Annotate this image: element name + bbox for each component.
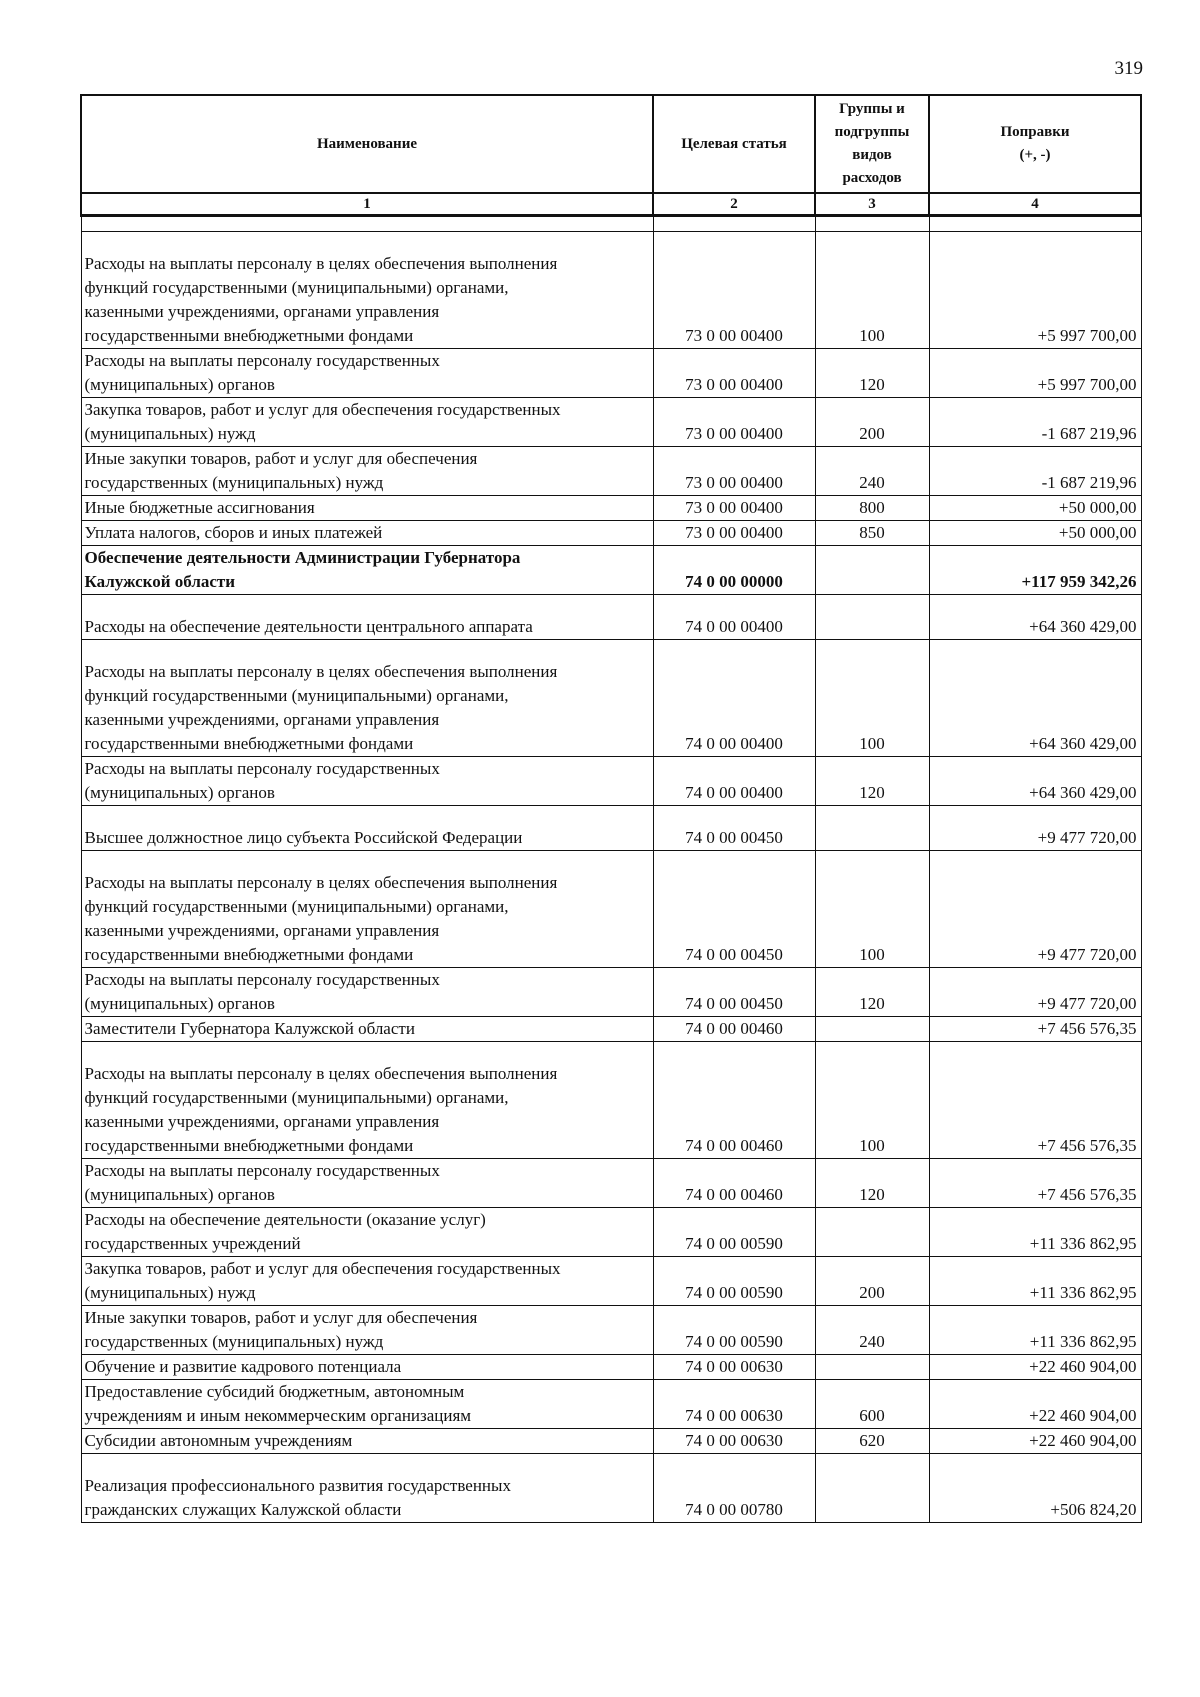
row-expense-group: 100 [815,1042,929,1159]
row-name-line: (муниципальных) органов [84,375,275,394]
header-target-article-label: Целевая статья [681,135,787,152]
column-index: 2 [653,193,815,216]
row-name [81,232,653,349]
row-name-line: Иные закупки товаров, работ и услуг для обеспечения [84,1308,478,1327]
row-name-line: гражданских служащих Калужской области [84,1500,402,1519]
row-name-line: государственными внебюджетными фондами [84,326,414,345]
row-target-article: 73 0 00 00400 [653,232,815,349]
table-row [81,1017,1141,1042]
row-name-line: государственных (муниципальных) нужд [84,1332,384,1351]
row-expense-group: 120 [815,349,929,398]
row-name-line: Заместители Губернатора Калужской области [84,1019,415,1038]
table-row [81,595,1141,640]
row-name-line: казенными учреждениями, органами управления [84,710,440,729]
row-name-line: Расходы на выплаты персоналу в целях обеспечения выполнения [84,873,558,892]
header-groups-line: подгруппы [834,124,910,140]
row-name-line: Расходы на обеспечение деятельности центрального аппарата [84,617,533,636]
row-name-line: Обучение и развитие кадрового потенциала [84,1357,402,1376]
table-row [81,398,1141,447]
row-amendment-amount: +64 360 429,00 [929,595,1141,640]
table-row [81,447,1141,496]
column-index: 3 [815,193,929,216]
row-name-line: функций государственными (муниципальными) органами, [84,1088,509,1107]
table-row [81,806,1141,851]
row-target-article: 74 0 00 00590 [653,1257,815,1306]
row-name [81,1429,653,1454]
row-amendment-amount: +11 336 862,95 [929,1257,1141,1306]
header-target-article [653,95,815,193]
row-name [81,349,653,398]
row-name-line: казенными учреждениями, органами управления [84,302,440,321]
table-row [81,349,1141,398]
row-target-article: 74 0 00 00630 [653,1355,815,1380]
row-name-line: Расходы на выплаты персоналу государственных [84,759,440,778]
row-name-line: функций государственными (муниципальными) органами, [84,897,509,916]
row-amendment-amount: +22 460 904,00 [929,1429,1141,1454]
row-expense-group: 240 [815,1306,929,1355]
row-name-line: Расходы на выплаты персоналу в целях обеспечения выполнения [84,1064,558,1083]
row-name-line: Калужской области [84,572,236,591]
row-name-line: (муниципальных) органов [84,994,275,1013]
row-target-article: 74 0 00 00460 [653,1017,815,1042]
row-expense-group [815,1017,929,1042]
row-amendment-amount: +7 456 576,35 [929,1042,1141,1159]
row-target-article: 73 0 00 00400 [653,496,815,521]
row-target-article: 74 0 00 00450 [653,851,815,968]
header-amendments [929,95,1141,193]
table-row [81,521,1141,546]
row-name-line: Расходы на обеспечение деятельности (оказание услуг) [84,1210,486,1229]
row-target-article: 74 0 00 00590 [653,1208,815,1257]
row-expense-group: 120 [815,757,929,806]
row-target-article: 74 0 00 00450 [653,968,815,1017]
row-name [81,1306,653,1355]
row-amendment-amount: -1 687 219,96 [929,447,1141,496]
row-amendment-amount: -1 687 219,96 [929,398,1141,447]
table-row [81,232,1141,349]
row-name-line: Закупка товаров, работ и услуг для обеспечения государственных [84,400,561,419]
row-name-line: (муниципальных) органов [84,783,275,802]
header-groups-line: Группы и [839,101,905,117]
row-name-line: Высшее должностное лицо субъекта Российской Федерации [84,828,523,847]
row-amendment-amount: +9 477 720,00 [929,806,1141,851]
row-name-line: Иные закупки товаров, работ и услуг для обеспечения [84,449,478,468]
table-row [81,1306,1141,1355]
row-name-line: (муниципальных) нужд [84,424,256,443]
row-expense-group: 200 [815,1257,929,1306]
header-amendments-line: (+, -) [1019,147,1051,163]
row-name-line: государственных учреждений [84,1234,301,1253]
row-target-article: 74 0 00 00590 [653,1306,815,1355]
row-name-line: (муниципальных) органов [84,1185,275,1204]
row-amendment-amount: +5 997 700,00 [929,232,1141,349]
row-amendment-amount: +50 000,00 [929,496,1141,521]
row-name [81,1355,653,1380]
row-name [81,521,653,546]
row-name-line: функций государственными (муниципальными) органами, [84,278,509,297]
column-index-row [81,193,1141,216]
row-expense-group: 620 [815,1429,929,1454]
table-row [81,1208,1141,1257]
row-name-line: Расходы на выплаты персоналу государственных [84,351,440,370]
row-name-line: Реализация профессионального развития государственных [84,1476,511,1495]
row-target-article: 74 0 00 00400 [653,757,815,806]
row-expense-group: 800 [815,496,929,521]
row-amendment-amount: +64 360 429,00 [929,757,1141,806]
row-name-line: учреждениям и иным некоммерческим организациям [84,1406,472,1425]
row-amendment-amount: +7 456 576,35 [929,1159,1141,1208]
row-name [81,806,653,851]
row-name-line: Субсидии автономным учреждениям [84,1431,353,1450]
row-expense-group [815,806,929,851]
gap-cell [81,216,653,232]
table-row [81,1159,1141,1208]
gap-row [81,216,1141,232]
row-expense-group [815,595,929,640]
row-name-line: Расходы на выплаты персоналу в целях обеспечения выполнения [84,662,558,681]
row-name [81,546,653,595]
row-name-line: Расходы на выплаты персоналу в целях обеспечения выполнения [84,254,558,273]
row-name-line: Закупка товаров, работ и услуг для обеспечения государственных [84,1259,561,1278]
row-target-article: 74 0 00 00630 [653,1429,815,1454]
row-name-line: казенными учреждениями, органами управления [84,1112,440,1131]
row-name-line: Иные бюджетные ассигнования [84,498,315,517]
row-name-line: Обеспечение деятельности Администрации Губернатора [84,548,521,567]
header-name-label: Наименование [317,135,417,152]
column-index: 1 [81,193,653,216]
header-groups-line: расходов [842,170,902,186]
row-amendment-amount: +5 997 700,00 [929,349,1141,398]
row-amendment-amount: +9 477 720,00 [929,968,1141,1017]
row-expense-group: 100 [815,851,929,968]
row-expense-group: 600 [815,1380,929,1429]
row-name-line: Предоставление субсидий бюджетным, автономным [84,1382,465,1401]
table-row [81,1257,1141,1306]
header-row [81,95,1141,193]
table-row [81,968,1141,1017]
row-expense-group: 100 [815,232,929,349]
table-row [81,546,1141,595]
row-target-article: 74 0 00 00460 [653,1159,815,1208]
row-name-line: функций государственными (муниципальными) органами, [84,686,509,705]
row-expense-group [815,1355,929,1380]
row-expense-group [815,1208,929,1257]
header-groups [815,95,929,193]
row-target-article: 73 0 00 00400 [653,398,815,447]
row-expense-group: 120 [815,968,929,1017]
row-expense-group: 100 [815,640,929,757]
table-row [81,1429,1141,1454]
row-target-article: 74 0 00 00630 [653,1380,815,1429]
table-row [81,1454,1141,1523]
row-name [81,640,653,757]
table-row [81,1355,1141,1380]
row-amendment-amount: +506 824,20 [929,1454,1141,1523]
row-amendment-amount: +50 000,00 [929,521,1141,546]
row-name [81,1454,653,1523]
row-name-line: (муниципальных) нужд [84,1283,256,1302]
row-expense-group: 200 [815,398,929,447]
row-name-line: Уплата налогов, сборов и иных платежей [84,523,383,542]
row-name-line: казенными учреждениями, органами управления [84,921,440,940]
row-target-article: 74 0 00 00000 [653,546,815,595]
column-index: 4 [929,193,1141,216]
row-name-line: Расходы на выплаты персоналу государственных [84,1161,440,1180]
row-name-line: государственными внебюджетными фондами [84,1136,414,1155]
row-expense-group [815,546,929,595]
gap-cell [929,216,1141,232]
row-name-line: Расходы на выплаты персоналу государственных [84,970,440,989]
row-amendment-amount: +117 959 342,26 [929,546,1141,595]
row-target-article: 74 0 00 00450 [653,806,815,851]
row-name [81,851,653,968]
table-row [81,1380,1141,1429]
header-groups-line: видов [852,147,892,163]
row-expense-group: 240 [815,447,929,496]
row-name [81,496,653,521]
row-amendment-amount: +64 360 429,00 [929,640,1141,757]
row-amendment-amount: +11 336 862,95 [929,1208,1141,1257]
row-name [81,1017,653,1042]
table-row [81,640,1141,757]
row-target-article: 74 0 00 00460 [653,1042,815,1159]
header-name [81,95,653,193]
row-amendment-amount: +9 477 720,00 [929,851,1141,968]
row-expense-group: 850 [815,521,929,546]
table-body [81,216,1141,1523]
row-name-line: государственными внебюджетными фондами [84,734,414,753]
row-name [81,1380,653,1429]
row-name [81,595,653,640]
row-target-article: 74 0 00 00400 [653,640,815,757]
row-name [81,398,653,447]
row-name [81,1208,653,1257]
row-name-line: государственными внебюджетными фондами [84,945,414,964]
row-amendment-amount: +7 456 576,35 [929,1017,1141,1042]
row-target-article: 73 0 00 00400 [653,447,815,496]
row-target-article: 73 0 00 00400 [653,349,815,398]
row-expense-group: 120 [815,1159,929,1208]
page-number: 319 [1114,58,1143,79]
row-amendment-amount: +22 460 904,00 [929,1355,1141,1380]
table-row [81,1042,1141,1159]
row-name [81,1257,653,1306]
row-name [81,757,653,806]
table-row [81,757,1141,806]
row-amendment-amount: +22 460 904,00 [929,1380,1141,1429]
row-target-article: 74 0 00 00400 [653,595,815,640]
row-name [81,447,653,496]
row-name [81,1042,653,1159]
budget-table [80,94,1142,1523]
table-row [81,851,1141,968]
row-target-article: 74 0 00 00780 [653,1454,815,1523]
row-target-article: 73 0 00 00400 [653,521,815,546]
row-name [81,1159,653,1208]
row-amendment-amount: +11 336 862,95 [929,1306,1141,1355]
row-expense-group [815,1454,929,1523]
table-row [81,496,1141,521]
row-name [81,968,653,1017]
gap-cell [653,216,815,232]
row-name-line: государственных (муниципальных) нужд [84,473,384,492]
header-amendments-line: Поправки [1000,124,1070,140]
gap-cell [815,216,929,232]
